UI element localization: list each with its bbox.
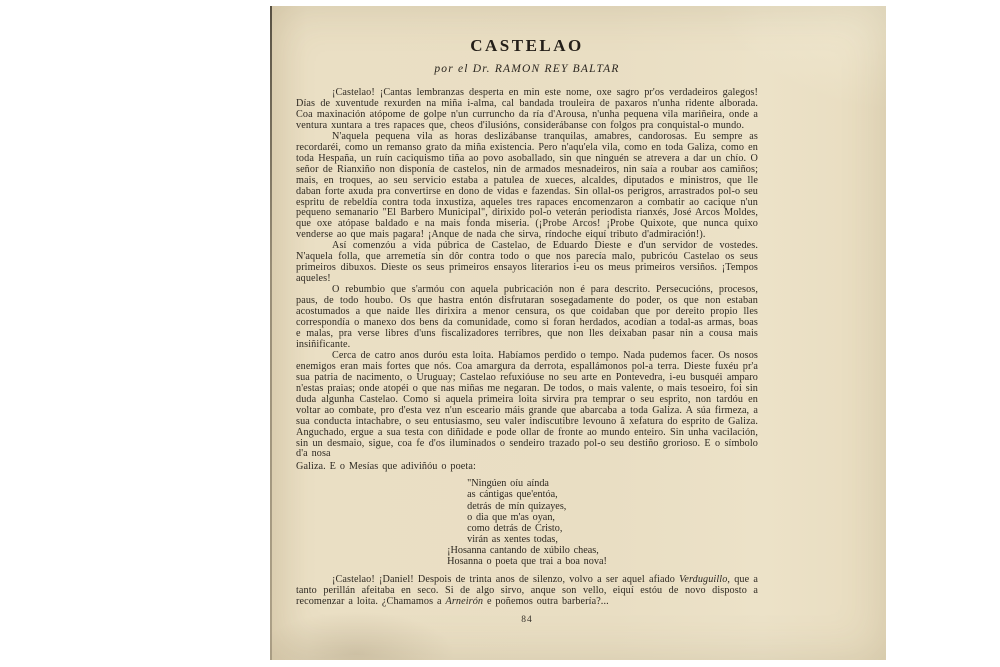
poem-line: ¡Hosanna cantando de xúbilo cheas, [447, 544, 599, 556]
paragraph [296, 88, 758, 132]
poem-line: como detrás de Cristo, [467, 522, 563, 534]
page-number: 84 [521, 614, 533, 625]
article-byline: por el Dr. RAMON REY BALTAR [434, 63, 620, 75]
italic-text: Arneirón [445, 596, 484, 608]
poem-line: o dia que m'as oyan, [467, 511, 555, 523]
poem-line: Hosanna o poeta que trai a boa nova! [447, 556, 607, 568]
poem-line: as cántigas que'entóa, [467, 489, 558, 501]
text-segment: ¡Castelao! ¡Cantas lembranzas desperta en min este nome, oxe sagro pr'os verdadeiros galegos! Días de xuventude rexurden na miña i-alma, cal bandada trouleira de paxaros n'unha ridente alborada. Coa maxinación atópome de golpe n'un curruncho da ría d'Arousa, n'unha pequena vila mariñeira, onde a ventura xuntara a tres rapaces que, cheos d'ilusións, considerábanse con folgos pra conquistal-o mundo. [296, 87, 758, 131]
paragraph [296, 351, 758, 461]
poem-line: virán as xentes todas, [467, 533, 558, 545]
text-segment: ¡Castelao! ¡Daniel! Despois de trinta anos de silenzo, volvo a ser aquel afiado [332, 574, 680, 586]
paragraph [296, 241, 758, 285]
poem [447, 478, 607, 567]
text-segment: O rebumbio que s'armóu con aquela pubricación non é para descrito. Persecucións, procesos, paus, de todo houbo. Os que hastra entón disfrutaran sosegadamente do poder, os que non estaban acostumados a que naide lles dirixira a menor censura, os que coidaban que por dereito propio lles correspondía o manexo dos bens da comunidade, como si foran herdados, acodían a todal-as armas, boas e malas, pra verse libres d'uns fiscalizadores terribres, que non lles deixaban pasar nin a cousa mais insiñificante. [296, 284, 758, 350]
page-content [296, 36, 758, 625]
text-segment: , que a tanto perillán afeitaba en seco. Si de algo sirvo, anque son vello, eiquí estóu de novo disposto a recomenzar a loita. ¿Chamamos a [296, 574, 758, 608]
article-title: CASTELAO [470, 36, 584, 55]
text-segment: e poñemos outra barbería?... [483, 596, 609, 608]
italic-text: Verduguillo [679, 574, 728, 586]
scanned-page [270, 6, 886, 660]
poem-line: "Ningúen oíu aínda [467, 478, 549, 490]
text-segment: N'aquela pequena vila as horas deslizábanse tranquilas, amabres, candorosas. Eu sempre as recordaréi, como un remanso grato da miña existencia. Pero n'aqu'ela vila, como en toda Galiza, como en toda Hespaña, un ruín caciquismo tiña ao povo asoballado, sin que ninguén se atrevera a dar un chío. O señor de Rianxiño non disponía de castelos, nin de armados mesnadeiros, nin saía a roubar aos camiños; mais, en troques, ao seu servicio estaba a patulea de xueces, alcaldes, diputados e ministros, que lle daban forte axuda pra convertirse en dono de vidas e fazendas. Sin ollal-os perigros, arrastrados pol-o seu espritu de rebeldía contra toda inxustiza, aqueles tres rapaces encomenzaron a combatir ao cacique n'un pequeno semanario "El Barbero Municipal", dirixido pol-o veterán periodista rianxés, José Arcos Moldes, que oxe atópase baldado e na mais fonda miseria. (¡Probe Arcos! ¡Probe Quixote, que nunca quixo venderse ao que mais pagara! ¡Anque de nada che sirva, ríndoche eiquí tributo d'admiración!). [296, 130, 758, 241]
text-segment: Cerca de catro anos duróu esta loita. Habíamos perdido o tempo. Nada pudemos facer. Os nosos enemigos eran mais fortes que nós. Coa amargura da derrota, espallámonos pol-a terra. Dieste fuxéu pr'a sua patria de nacimento, o Uruguay; Castelao refuxióuse no seu arte en Pontevedra, i-eu busquéi amparo n'estas praias; onde atopéi o que nas miñas me negaran. De todos, o mais valente, o mais tesoeiro, foi sin duda algunha Castelao. Como si aquela primeira loita sirvira pra temprar o seu esprito, non tardóu en voltar ao combate, pro d'esta vez n'un esceario máis grande que abarcaba a toda Galiza. A súa firmeza, a sua conducta intachabre, o seu entusiasmo, seu valer indiscutibre levouno â xefatura do esprito de Galiza. Anguchado, ergue a sua testa con diñidade e pode ollar de fronte ao mundo enteiro. Sin unha vacilación, sin un desmaio, sigue, coa fe d'os iluminados o sendeiro trazado pol-o seu destiño grorioso. E o símbolo d'a nosa [296, 349, 758, 460]
text-segment: Así comenzóu a vida púbrica de Castelao, de Eduardo Dieste e d'un servidor de vostedes. N'aquela folla, que arremetía sin dôr contra todo o que nos parecía malo, pubricóu Castelao os seus primeiros dibuxos. Dieste os seus primeiros ensayos literarios i-eu os meus primeiros versiños. ¡Tempos aqueles! [296, 240, 758, 285]
paragraph [296, 575, 758, 608]
text-segment: Galiza. E o Mesías que adiviñóu o poeta: [296, 461, 476, 473]
article-body [296, 88, 758, 608]
paragraph [296, 285, 758, 351]
paragraph [296, 462, 758, 473]
poem-line: detrás de mín quizayes, [467, 500, 567, 512]
paragraph [296, 132, 758, 242]
